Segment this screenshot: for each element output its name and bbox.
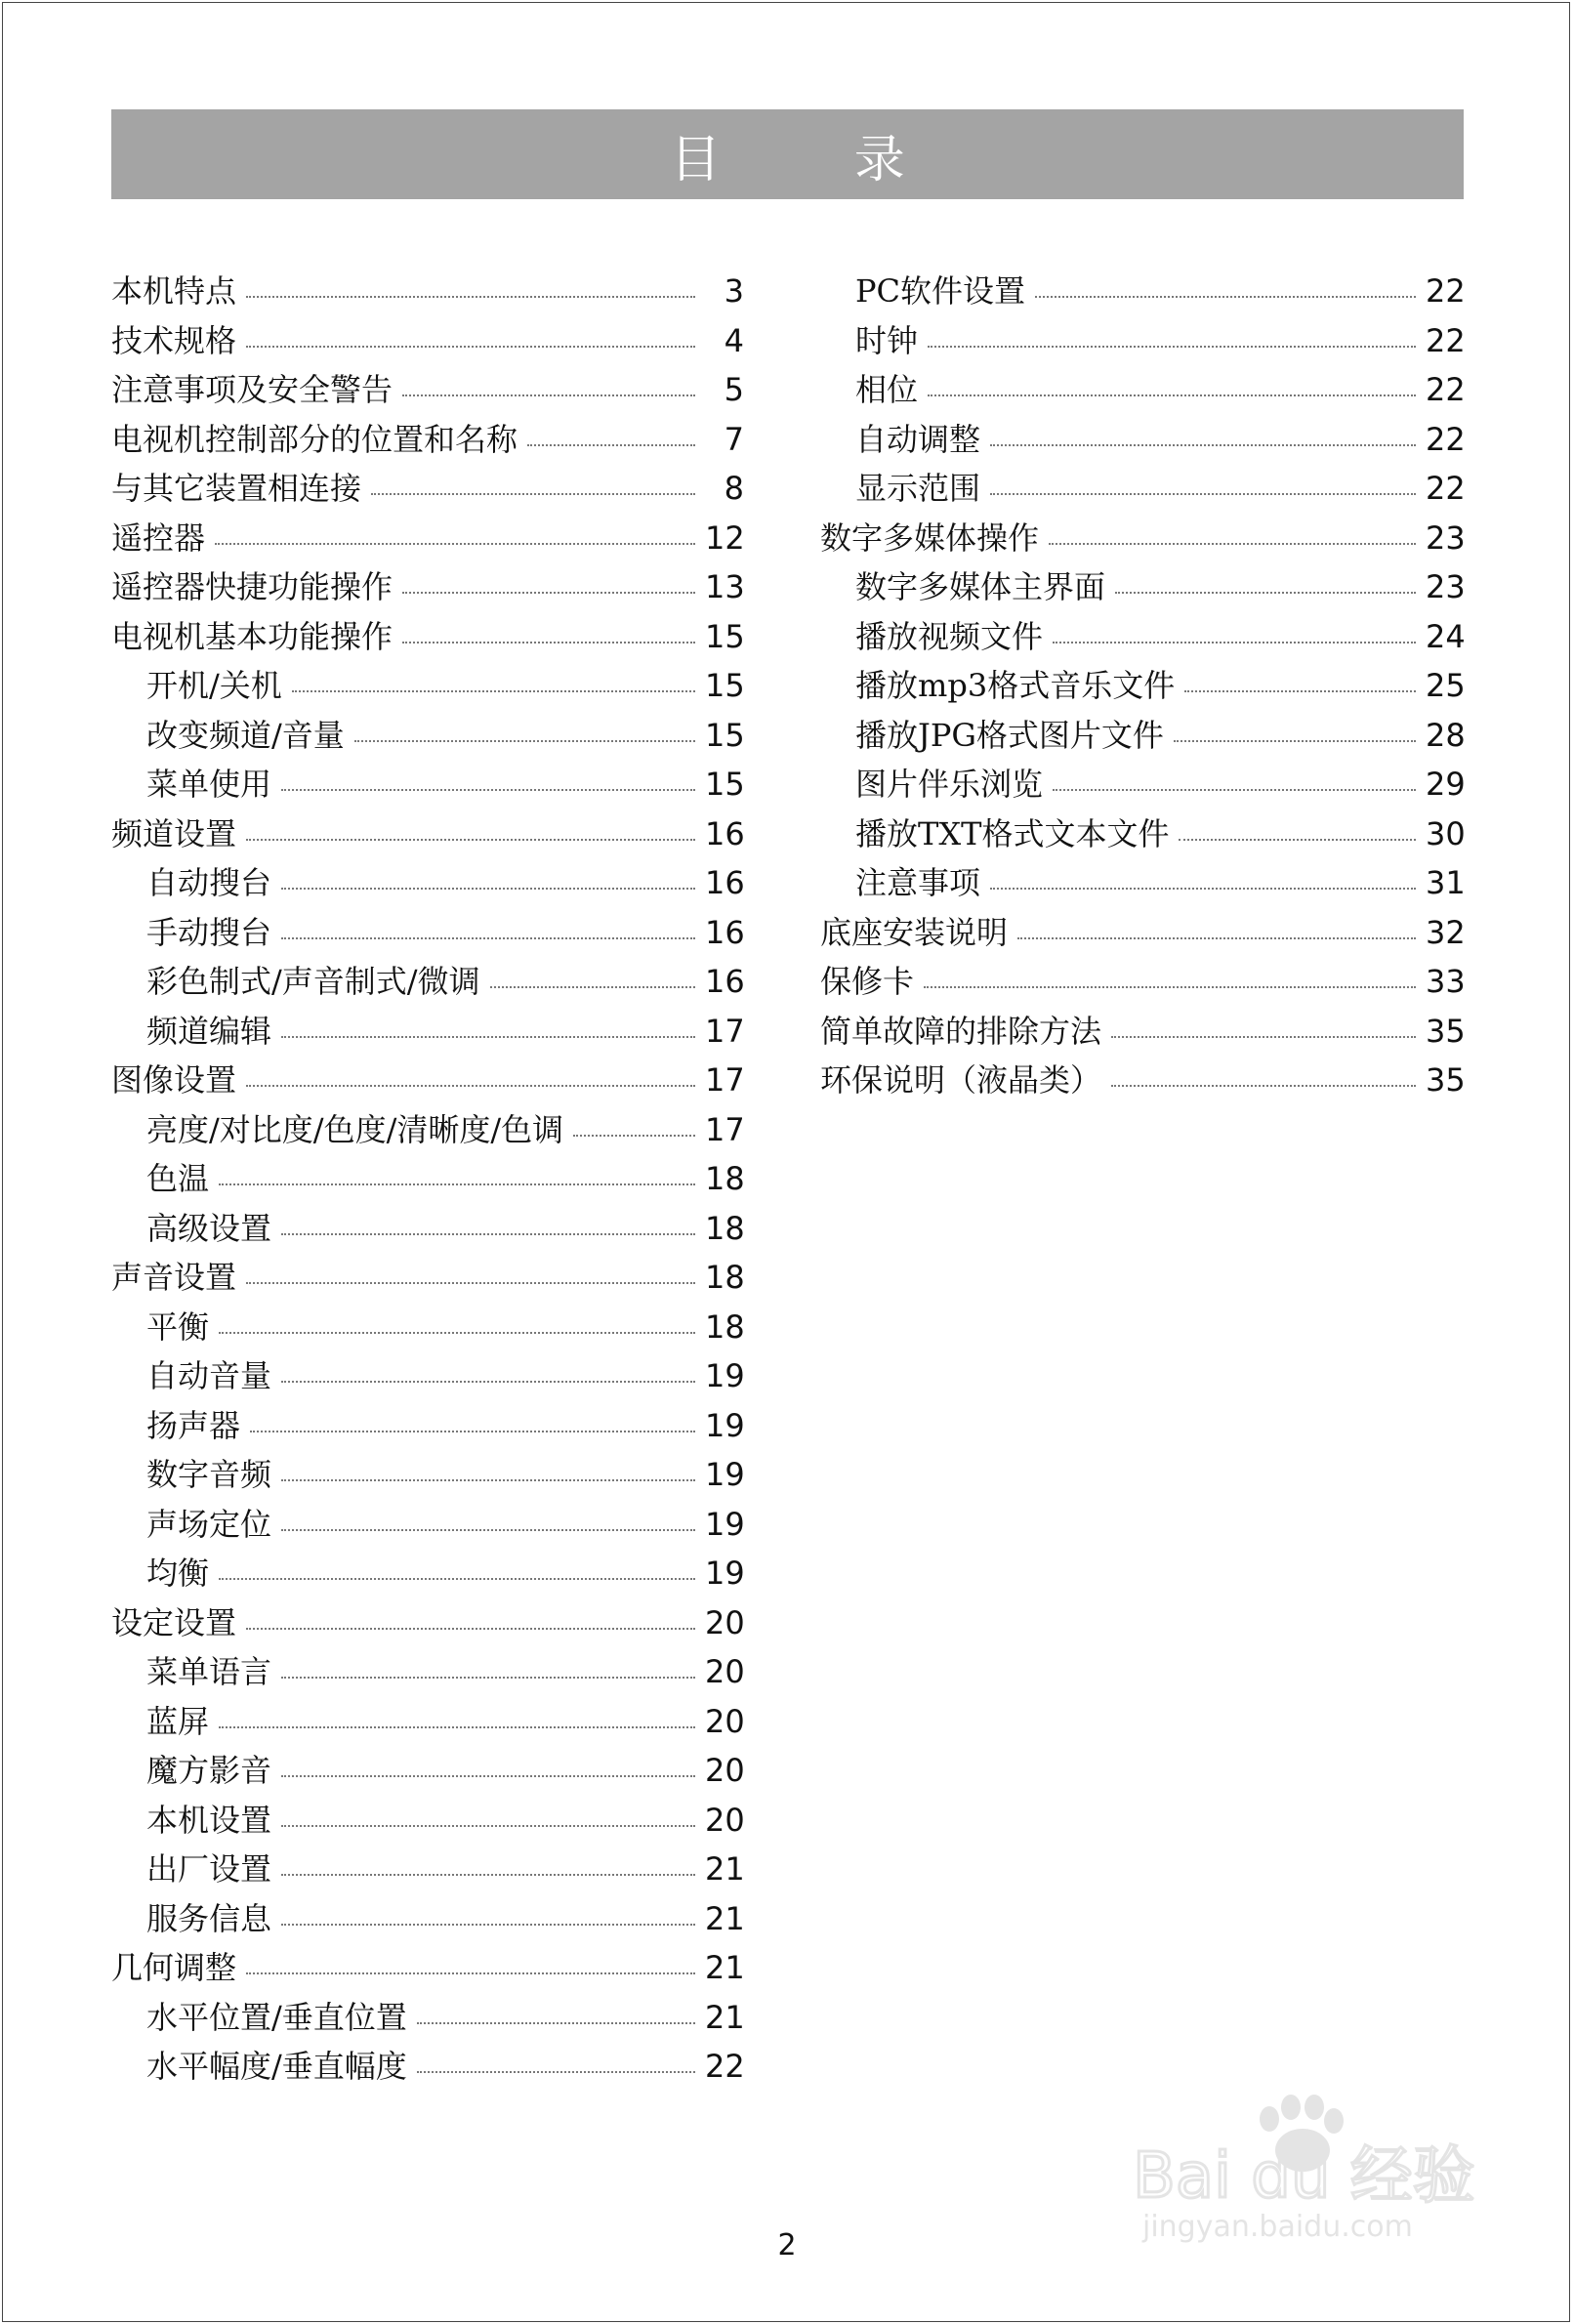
toc-entry-label: 遥控器快捷功能操作 <box>111 568 394 606</box>
toc-entry[interactable] <box>111 1056 744 1105</box>
toc-entry-label: 声音设置 <box>111 1259 237 1297</box>
toc-entry-label: 图像设置 <box>111 1061 237 1100</box>
dot-leader <box>281 1036 695 1038</box>
toc-entry[interactable] <box>111 1450 744 1500</box>
toc-entry[interactable] <box>111 760 744 809</box>
dot-leader <box>246 346 695 348</box>
toc-entry-page: 35 <box>1426 1012 1466 1050</box>
toc-entry-page: 20 <box>705 1603 745 1641</box>
toc-entry-page: 15 <box>705 716 745 754</box>
toc-entry-label: 时钟 <box>855 321 919 359</box>
toc-entry-label: 色温 <box>146 1160 210 1198</box>
watermark-brand: Bai du 经验 <box>1133 2140 1475 2213</box>
watermark-url: jingyan.baidu.com <box>1142 2210 1413 2244</box>
dot-leader <box>250 1431 695 1432</box>
dot-leader <box>219 1726 695 1728</box>
toc-entry-page: 21 <box>705 1899 745 1937</box>
dot-leader <box>354 740 695 742</box>
toc-entry-page: 31 <box>1426 864 1466 902</box>
toc-entry[interactable] <box>111 1549 744 1598</box>
toc-entry[interactable] <box>820 711 1465 761</box>
toc-entry-label: 图片伴乐浏览 <box>855 766 1044 804</box>
toc-entry-label: 播放JPG格式图片文件 <box>855 716 1164 754</box>
toc-entry-page: 22 <box>705 2048 745 2086</box>
toc-entry-page: 15 <box>705 617 745 655</box>
toc-entry-page: 20 <box>705 1752 745 1790</box>
toc-entry-label: 保修卡 <box>820 963 915 1001</box>
toc-entry-label: 自动调整 <box>855 420 981 458</box>
toc-entry-label: 菜单使用 <box>146 766 272 804</box>
toc-entry[interactable] <box>820 415 1465 465</box>
toc-entry-page: 18 <box>705 1259 745 1297</box>
toc-entry-label: 几何调整 <box>111 1949 237 1987</box>
toc-entry-page: 22 <box>1426 272 1466 311</box>
dot-leader <box>281 937 695 939</box>
toc-entry-label: 注意事项及安全警告 <box>111 371 394 409</box>
toc-entry[interactable] <box>111 1154 744 1204</box>
toc-entry-label: 均衡 <box>146 1555 210 1593</box>
toc-entry-page: 20 <box>705 1653 745 1691</box>
toc-entry-label: 菜单语言 <box>146 1653 272 1691</box>
toc-entry[interactable] <box>820 908 1465 958</box>
toc-entry-label: 简单故障的排除方法 <box>820 1012 1102 1050</box>
toc-entry-page: 19 <box>705 1505 745 1543</box>
toc-entry[interactable] <box>820 760 1465 809</box>
toc-entry[interactable] <box>111 2042 744 2092</box>
dot-leader <box>371 493 695 495</box>
dot-leader <box>246 1085 695 1087</box>
toc-entry[interactable] <box>111 365 744 415</box>
toc-entry-label: PC软件设置 <box>855 272 1026 311</box>
dot-leader <box>417 2022 695 2024</box>
toc-entry-page: 19 <box>705 1406 745 1444</box>
toc-entry[interactable] <box>111 415 744 465</box>
toc-entry[interactable] <box>111 1845 744 1894</box>
toc-entry-page: 3 <box>724 272 744 311</box>
dot-leader <box>527 444 695 446</box>
toc-entry[interactable] <box>820 316 1465 366</box>
toc-entry-page: 25 <box>1426 667 1466 705</box>
toc-entry-page: 8 <box>724 470 744 508</box>
dot-leader <box>1053 789 1416 791</box>
toc-entry-label: 蓝屏 <box>146 1702 210 1740</box>
dot-leader <box>281 1529 695 1531</box>
toc-entry-page: 22 <box>1426 470 1466 508</box>
toc-entry-page: 16 <box>705 864 745 902</box>
toc-entry-page: 32 <box>1426 913 1466 951</box>
toc-entry-label: 频道设置 <box>111 814 237 852</box>
toc-entry[interactable] <box>111 1894 744 1944</box>
toc-entry-label: 电视机基本功能操作 <box>111 617 394 655</box>
toc-entry[interactable] <box>820 809 1465 859</box>
toc-entry-page: 20 <box>705 1801 745 1839</box>
toc-entry-page: 20 <box>705 1702 745 1740</box>
toc-entry[interactable] <box>111 1993 744 2043</box>
toc-left-column <box>111 267 744 2092</box>
toc-entry-page: 29 <box>1426 766 1466 804</box>
dot-leader <box>281 1825 695 1827</box>
dot-leader <box>402 642 695 643</box>
toc-entry-label: 开机/关机 <box>146 667 282 705</box>
dot-leader <box>281 1233 695 1235</box>
toc-entry-page: 13 <box>705 568 745 606</box>
toc-entry[interactable] <box>820 464 1465 514</box>
toc-entry-page: 22 <box>1426 371 1466 409</box>
dot-leader <box>1049 543 1416 545</box>
toc-entry-label: 水平幅度/垂直幅度 <box>146 2048 407 2086</box>
dot-leader <box>402 592 695 594</box>
toc-entry-page: 15 <box>705 667 745 705</box>
toc-entry-page: 18 <box>705 1209 745 1247</box>
toc-entry-page: 19 <box>705 1456 745 1494</box>
toc-entry-page: 17 <box>705 1110 745 1148</box>
toc-entry-label: 彩色制式/声音制式/微调 <box>146 963 480 1001</box>
dot-leader <box>990 493 1416 495</box>
dot-leader <box>1111 1036 1416 1038</box>
toc-entry-page: 21 <box>705 1850 745 1888</box>
toc-entry[interactable] <box>111 908 744 958</box>
dot-leader <box>417 2071 695 2073</box>
toc-entry-label: 扬声器 <box>146 1406 241 1444</box>
toc-entry-label: 自动音量 <box>146 1357 272 1395</box>
dot-leader <box>281 1874 695 1876</box>
toc-entry-page: 22 <box>1426 321 1466 359</box>
toc-entry-label: 显示范围 <box>855 470 981 508</box>
toc-entry-label: 本机特点 <box>111 272 237 311</box>
toc-entry-label: 电视机控制部分的位置和名称 <box>111 420 518 458</box>
toc-entry-label: 魔方影音 <box>146 1752 272 1790</box>
toc-entry[interactable] <box>111 711 744 761</box>
toc-entry-label: 声场定位 <box>146 1505 272 1543</box>
dot-leader <box>292 690 695 692</box>
dot-leader <box>246 839 695 841</box>
toc-entry[interactable] <box>111 1943 744 1993</box>
dot-leader <box>928 394 1416 396</box>
dot-leader <box>215 543 695 545</box>
toc-entry[interactable] <box>111 1697 744 1747</box>
toc-entry-label: 遥控器 <box>111 519 206 557</box>
dot-leader <box>246 1628 695 1630</box>
toc-entry-label: 注意事项 <box>855 864 981 902</box>
toc-entry[interactable] <box>111 612 744 662</box>
toc-entry-label: 亮度/对比度/色度/清晰度/色调 <box>146 1110 564 1148</box>
toc-entry[interactable] <box>111 1303 744 1352</box>
dot-leader <box>219 1183 695 1185</box>
toc-entry[interactable] <box>820 612 1465 662</box>
toc-entry-label: 与其它装置相连接 <box>111 470 362 508</box>
dot-leader <box>246 1972 695 1974</box>
toc-entry[interactable] <box>111 1105 744 1155</box>
toc-entry-label: 自动搜台 <box>146 864 272 902</box>
toc-entry-label: 频道编辑 <box>146 1012 272 1050</box>
dot-leader <box>281 888 695 890</box>
toc-entry-page: 17 <box>705 1061 745 1100</box>
dot-leader <box>281 1677 695 1679</box>
toc-entry-label: 数字多媒体操作 <box>820 519 1040 557</box>
baidu-jingyan-watermark <box>1123 2090 1494 2246</box>
toc-right-column <box>820 267 1465 1105</box>
dot-leader <box>990 888 1416 890</box>
toc-entry[interactable] <box>111 1204 744 1254</box>
dot-leader <box>1017 937 1416 939</box>
toc-entry[interactable] <box>111 1007 744 1057</box>
toc-header-bar <box>111 109 1464 199</box>
toc-entry[interactable] <box>111 1351 744 1401</box>
toc-entry-page: 19 <box>705 1357 745 1395</box>
toc-entry[interactable] <box>111 1647 744 1697</box>
dot-leader <box>573 1135 695 1137</box>
toc-entry[interactable] <box>111 809 744 859</box>
toc-entry[interactable] <box>820 562 1465 612</box>
toc-entry-label: 手动搜台 <box>146 913 272 951</box>
dot-leader <box>402 394 695 396</box>
dot-leader <box>924 986 1416 988</box>
toc-entry-label: 改变频道/音量 <box>146 716 345 754</box>
toc-entry-page: 15 <box>705 766 745 804</box>
toc-entry-label: 高级设置 <box>146 1209 272 1247</box>
dot-leader <box>281 789 695 791</box>
toc-entry-page: 18 <box>705 1160 745 1198</box>
toc-entry[interactable] <box>111 661 744 711</box>
dot-leader <box>1174 740 1416 742</box>
dot-leader <box>490 986 695 988</box>
toc-entry-page: 16 <box>705 814 745 852</box>
dot-leader <box>1115 592 1416 594</box>
page-title: 目 录 <box>670 130 964 189</box>
dot-leader <box>1053 642 1416 643</box>
dot-leader <box>219 1578 695 1580</box>
dot-leader <box>246 296 695 298</box>
toc-entry-page: 23 <box>1426 519 1466 557</box>
toc-entry[interactable] <box>820 858 1465 908</box>
dot-leader <box>219 1332 695 1334</box>
toc-entry-page: 28 <box>1426 716 1466 754</box>
toc-entry-page: 16 <box>705 963 745 1001</box>
toc-entry-page: 33 <box>1426 963 1466 1001</box>
toc-entry-page: 17 <box>705 1012 745 1050</box>
toc-entry[interactable] <box>111 562 744 612</box>
toc-entry-page: 12 <box>705 519 745 557</box>
dot-leader <box>1179 839 1416 841</box>
toc-entry-label: 水平位置/垂直位置 <box>146 1998 407 2036</box>
toc-entry[interactable] <box>820 661 1465 711</box>
toc-entry-page: 4 <box>724 321 744 359</box>
toc-entry-page: 18 <box>705 1307 745 1346</box>
toc-entry-page: 21 <box>705 1998 745 2036</box>
toc-entry[interactable] <box>111 514 744 563</box>
toc-entry-page: 16 <box>705 913 745 951</box>
toc-entry-label: 平衡 <box>146 1307 210 1346</box>
dot-leader <box>1111 1085 1416 1087</box>
toc-entry[interactable] <box>111 858 744 908</box>
toc-entry-label: 技术规格 <box>111 321 237 359</box>
toc-entry-page: 24 <box>1426 617 1466 655</box>
dot-leader <box>246 1282 695 1284</box>
toc-entry-page: 7 <box>724 420 744 458</box>
toc-entry-label: 播放TXT格式文本文件 <box>855 814 1170 852</box>
toc-entry[interactable] <box>820 1056 1465 1105</box>
dot-leader <box>990 444 1416 446</box>
toc-entry-page: 21 <box>705 1949 745 1987</box>
toc-entry-label: 出厂设置 <box>146 1850 272 1888</box>
dot-leader <box>281 1775 695 1777</box>
toc-entry-label: 设定设置 <box>111 1603 237 1641</box>
toc-entry-page: 30 <box>1426 814 1466 852</box>
toc-entry[interactable] <box>820 267 1465 316</box>
toc-entry-page: 23 <box>1426 568 1466 606</box>
toc-entry[interactable] <box>111 1746 744 1796</box>
toc-entry[interactable] <box>111 957 744 1007</box>
toc-entry[interactable] <box>111 1253 744 1303</box>
toc-entry-label: 相位 <box>855 371 919 409</box>
toc-entry[interactable] <box>111 464 744 514</box>
toc-entry[interactable] <box>111 1796 744 1846</box>
dot-leader <box>281 1381 695 1383</box>
dot-leader <box>281 1924 695 1926</box>
toc-entry-label: 本机设置 <box>146 1801 272 1839</box>
dot-leader <box>928 346 1416 348</box>
toc-entry-page: 19 <box>705 1555 745 1593</box>
toc-entry-label: 环保说明（液晶类） <box>820 1061 1102 1100</box>
toc-entry-label: 播放mp3格式音乐文件 <box>855 667 1176 705</box>
toc-entry-label: 底座安装说明 <box>820 913 1009 951</box>
toc-entry[interactable] <box>111 267 744 316</box>
toc-entry[interactable] <box>820 1007 1465 1057</box>
toc-entry[interactable] <box>111 316 744 366</box>
page-number: 2 <box>777 2228 797 2262</box>
toc-entry-label: 数字多媒体主界面 <box>855 568 1106 606</box>
toc-entry[interactable] <box>820 957 1465 1007</box>
toc-entry-page: 5 <box>724 371 744 409</box>
toc-entry-page: 22 <box>1426 420 1466 458</box>
toc-entry[interactable] <box>111 1500 744 1550</box>
dot-leader <box>1184 690 1416 692</box>
toc-entry-label: 播放视频文件 <box>855 617 1044 655</box>
toc-entry[interactable] <box>820 514 1465 563</box>
dot-leader <box>1035 296 1416 298</box>
toc-entry[interactable] <box>111 1401 744 1451</box>
toc-entry[interactable] <box>820 365 1465 415</box>
toc-entry[interactable] <box>111 1598 744 1648</box>
toc-entry-page: 35 <box>1426 1061 1466 1100</box>
dot-leader <box>281 1479 695 1481</box>
toc-entry-label: 数字音频 <box>146 1456 272 1494</box>
toc-entry-label: 服务信息 <box>146 1899 272 1937</box>
